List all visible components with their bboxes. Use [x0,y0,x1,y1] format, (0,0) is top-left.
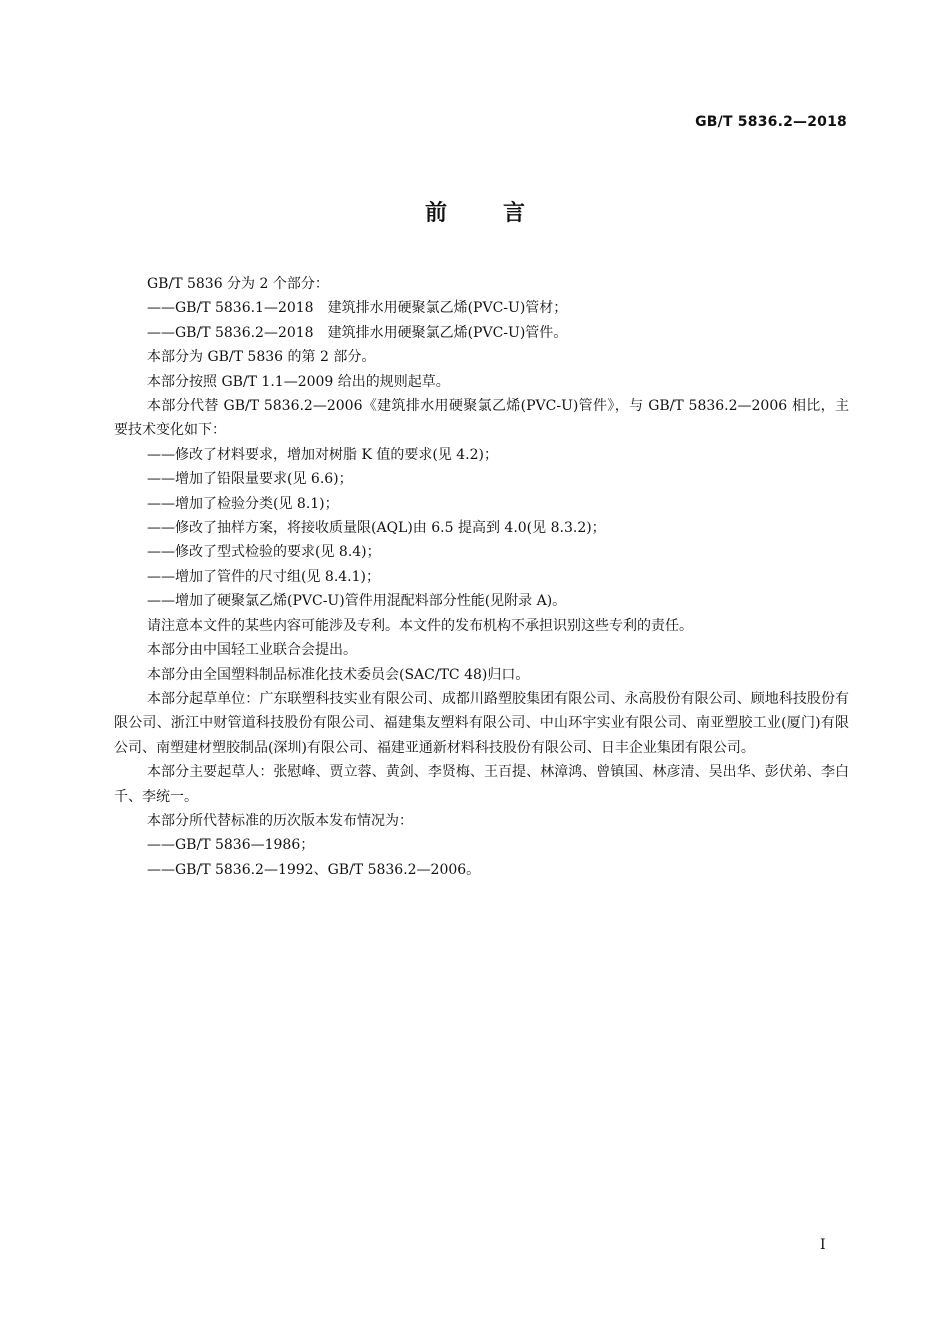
list-item: ——增加了管件的尺寸组(见 8.4.1)； [147,568,380,585]
standard-code: GB/T 5836.2—2018 [695,114,847,130]
list-item: ——增加了硬聚氯乙烯(PVC-U)管件用混配料部分性能(见附录 A)。 [147,593,567,610]
list-item: ——GB/T 5836.2—1992、GB/T 5836.2—2006。 [147,861,481,878]
paragraph: 本部分由中国轻工业联合会提出。 [147,642,357,659]
foreword-body [114,272,849,882]
page-number: I [820,1237,826,1253]
list-item: ——修改了型式检验的要求(见 8.4)； [147,544,381,561]
list-item: ——GB/T 5836.2—2018 建筑排水用硬聚氯乙烯(PVC-U)管件。 [147,324,568,341]
list-item: ——修改了抽样方案，将接收质量限(AQL)由 6.5 提高到 4.0(见 8.3.2)； [147,520,606,537]
title-char-1: 前 [424,201,447,226]
paragraph: 本部分所代替标准的历次版本发布情况为： [147,812,413,829]
paragraph: 请注意本文件的某些内容可能涉及专利。本文件的发布机构不承担识别这些专利的责任。 [147,617,693,634]
paragraph: 本部分为 GB/T 5836 的第 2 部分。 [147,349,376,366]
page-title [0,196,950,227]
title-char-2: 言 [503,201,526,226]
paragraph: 本部分起草单位：广东联塑科技实业有限公司、成都川路塑胶集团有限公司、永高股份有限公司、顾地科技股份有限公司、浙江中财管道科技股份有限公司、福建集友塑料有限公司、中山环宇实业有限公司、南亚塑胶工业(厦门)有限公司、南塑建材塑胶制品(深圳)有限公司、福建亚通新材料科技股份有限公司、日丰企业集团有限公司。 [114,690,849,756]
paragraph: 本部分按照 GB/T 1.1—2009 给出的规则起草。 [147,373,450,390]
list-item: ——增加了铅限量要求(见 6.6)； [147,471,353,488]
list-item: ——修改了材料要求，增加对树脂 K 值的要求(见 4.2)； [147,446,498,463]
paragraph: GB/T 5836 分为 2 个部分： [147,276,329,292]
list-item: ——增加了检验分类(见 8.1)； [147,495,339,512]
paragraph: 本部分由全国塑料制品标准化技术委员会(SAC/TC 48)归口。 [147,666,530,683]
paragraph: 本部分主要起草人：张慰峰、贾立蓉、黄剑、李贤梅、王百提、林漳鸿、曾镇国、林彦清、吴出华、彭伏弟、李白千、李统一。 [114,764,849,805]
list-item: ——GB/T 5836.1—2018 建筑排水用硬聚氯乙烯(PVC-U)管材； [147,300,568,317]
list-item: ——GB/T 5836—1986； [147,837,315,854]
paragraph: 本部分代替 GB/T 5836.2—2006《建筑排水用硬聚氯乙烯(PVC-U)管件》，与 GB/T 5836.2—2006 相比，主要技术变化如下： [114,398,849,439]
